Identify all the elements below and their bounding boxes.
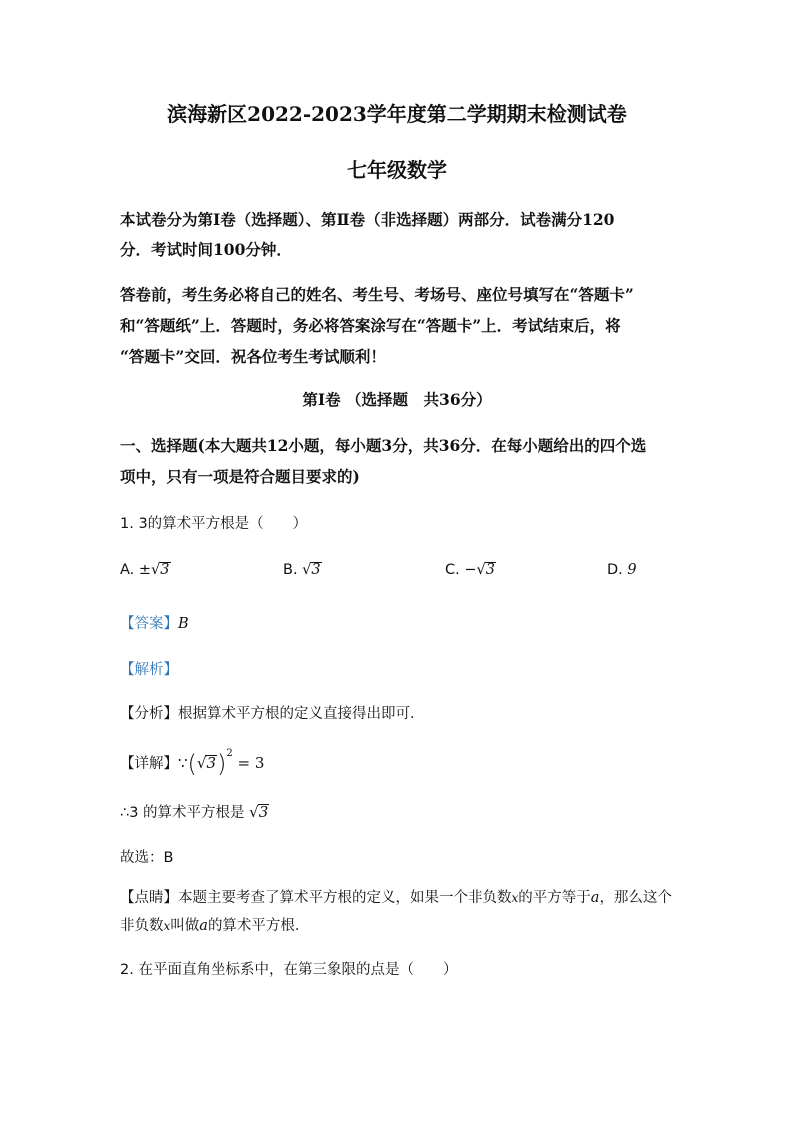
comment-text: 叫做	[170, 918, 200, 934]
option-b-label: B.	[283, 562, 303, 578]
therefore-text: ∴3 的算术平方根是	[120, 805, 250, 821]
intro-line-2: 分．考试时间100分钟．	[120, 240, 292, 259]
option-d	[607, 562, 637, 578]
answer-value: B	[178, 616, 189, 632]
comment-line-2	[120, 914, 309, 935]
section-instruction-line-2: 项中，只有一项是符合题目要求的)	[120, 467, 360, 486]
instructions-line-1: 答卷前，考生务必将自己的姓名、考生号、考场号、座位号填写在“答题卡”	[120, 285, 634, 304]
because-symbol: ∵	[178, 754, 188, 772]
variable-a: a	[590, 890, 600, 906]
radical-sign: √	[302, 562, 312, 578]
instructions-line-2: 和“答题纸”上．答题时，务必将答案涂写在“答题卡”上．考试结束后，将	[120, 316, 621, 335]
comment-text: 的算术平方根．	[207, 918, 310, 934]
therefore-radicand: 3	[258, 803, 269, 821]
comment-line-1	[120, 886, 672, 907]
option-a-radicand: 3	[160, 562, 170, 578]
right-paren: )	[217, 750, 227, 778]
question-1-stem: 1. 3的算术平方根是（ ）	[120, 516, 308, 532]
comment-text: ，那么这个	[599, 890, 672, 906]
variable-a: a	[199, 918, 208, 934]
question-2-stem: 2. 在平面直角坐标系中，在第三象限的点是（ ）	[120, 962, 458, 978]
option-c-radicand: 3	[485, 562, 495, 578]
therefore-line	[120, 801, 269, 822]
variable-x: x	[511, 891, 519, 905]
option-b	[283, 562, 322, 578]
exam-subtitle: 七年级数学	[347, 158, 447, 182]
option-d-label: D.	[607, 562, 628, 578]
answer-tag: 【答案】	[120, 616, 178, 632]
section-heading: 第Ⅰ卷 （选择题 共36分）	[302, 390, 492, 409]
detail-radicand: 3	[206, 754, 217, 772]
detail-tag: 【详解】	[120, 756, 178, 772]
comment-text: 【点睛】本题主要考查了算术平方根的定义，如果一个非负数	[120, 890, 512, 906]
radical-sign: √	[249, 803, 259, 821]
variable-x: x	[163, 919, 171, 933]
exam-title: 滨海新区2022-2023学年度第二学期期末检测试卷	[167, 102, 627, 126]
comment-text: 非负数	[120, 918, 164, 934]
detail-equals: = 3	[232, 754, 265, 772]
option-c	[445, 562, 496, 578]
radical-sign: √	[476, 562, 486, 578]
option-c-label: C. −	[445, 562, 477, 578]
option-a	[120, 562, 171, 578]
analysis-fenxi: 【分析】根据算术平方根的定义直接得出即可．	[120, 706, 425, 722]
comment-text: 的平方等于	[518, 890, 591, 906]
intro-line-1: 本试卷分为第Ⅰ卷（选择题）、第Ⅱ卷（非选择题）两部分．试卷满分120	[120, 210, 615, 229]
choose-line: 故选：B	[120, 850, 174, 866]
section-instruction-line-1: 一、选择题(本大题共12小题，每小题3分，共36分．在每小题给出的四个选	[120, 436, 647, 455]
radical-sign: √	[196, 754, 207, 772]
option-d-value: 9	[627, 562, 637, 578]
analysis-tag: 【解析】	[120, 662, 178, 678]
analysis-detail	[120, 748, 264, 778]
left-paren: (	[187, 750, 197, 778]
answer-row	[120, 612, 189, 633]
radical-sign: √	[151, 562, 161, 578]
option-a-label: A. ±	[120, 562, 152, 578]
instructions-line-3: “答题卡”交回．祝各位考生考试顺利！	[120, 347, 386, 366]
option-b-radicand: 3	[311, 562, 321, 578]
detail-exponent: 2	[226, 748, 233, 759]
